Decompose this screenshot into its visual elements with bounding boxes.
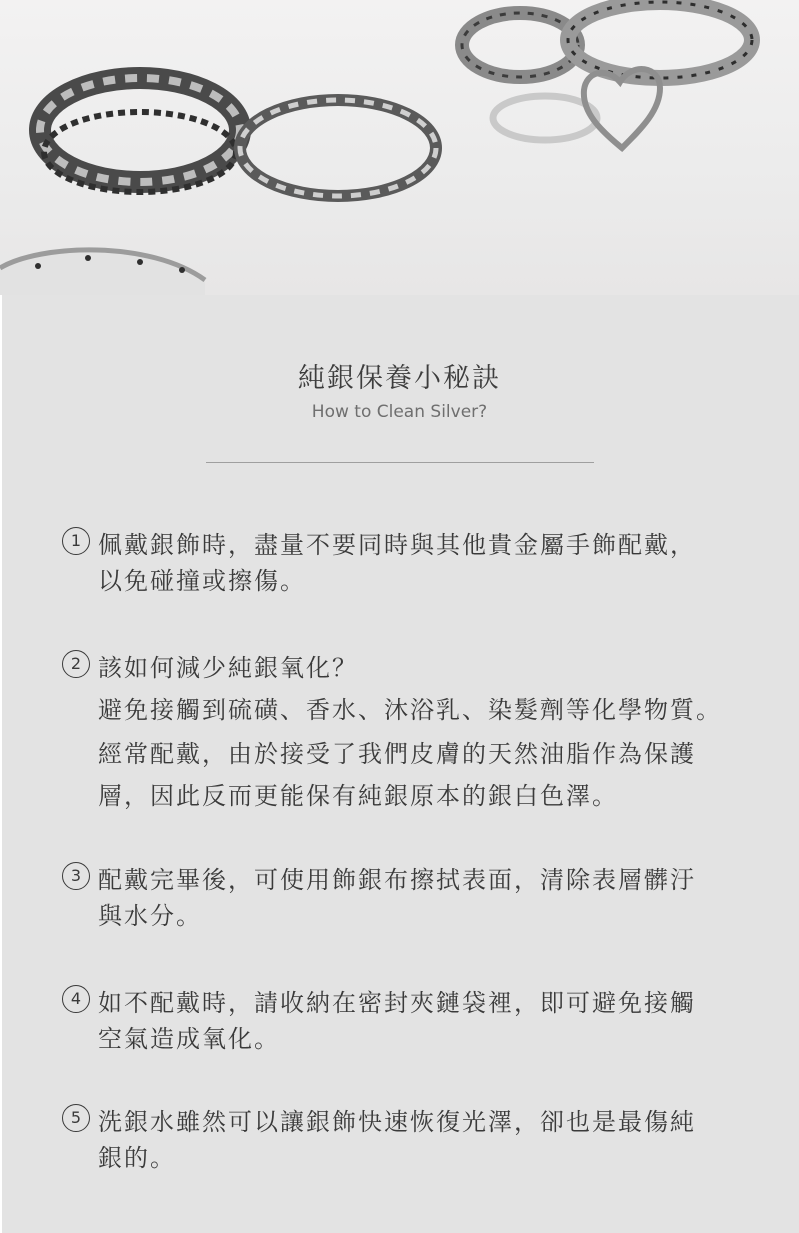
- title-divider: [206, 462, 594, 463]
- tip-text-line: 洗銀水雖然可以讓銀飾快速恢復光澤，卻也是最傷純: [98, 1108, 696, 1136]
- plain-ring-shape: [493, 96, 597, 140]
- circled-number: 3: [62, 862, 90, 890]
- tip-text-line: 如不配戴時，請收納在密封夾鏈袋裡，即可避免接觸: [98, 989, 696, 1017]
- tip-text-line: 層，因此反而更能保有純銀原本的銀白色澤。: [98, 782, 618, 810]
- tip-text-line: 該如何減少純銀氧化？: [98, 654, 358, 682]
- page-subtitle: How to Clean Silver?: [311, 402, 488, 422]
- tip-text-line: 避免接觸到硫磺、香水、沐浴乳、染髮劑等化學物質。: [98, 696, 722, 724]
- circled-number: 4: [62, 985, 90, 1013]
- page-title: 純銀保養小秘訣: [298, 363, 501, 394]
- tip-text-line: 與水分。: [98, 902, 202, 930]
- circled-number: 1: [62, 527, 90, 555]
- tip-text-line: 佩戴銀飾時，盡量不要同時與其他貴金屬手飾配戴，: [98, 531, 696, 559]
- tip-text-line: 配戴完畢後，可使用飾銀布擦拭表面，清除表層髒汙: [98, 866, 696, 894]
- tip-text-line: 經常配戴，由於接受了我們皮膚的天然油脂作為保護: [98, 740, 696, 768]
- tip-text-line: 銀的。: [98, 1144, 176, 1172]
- tip-text-line: 空氣造成氧化。: [98, 1025, 280, 1053]
- silver-rings-photo: [0, 0, 799, 295]
- tip-text-line: 以免碰撞或擦傷。: [98, 567, 306, 595]
- circled-number: 2: [62, 650, 90, 678]
- circled-number: 5: [62, 1104, 90, 1132]
